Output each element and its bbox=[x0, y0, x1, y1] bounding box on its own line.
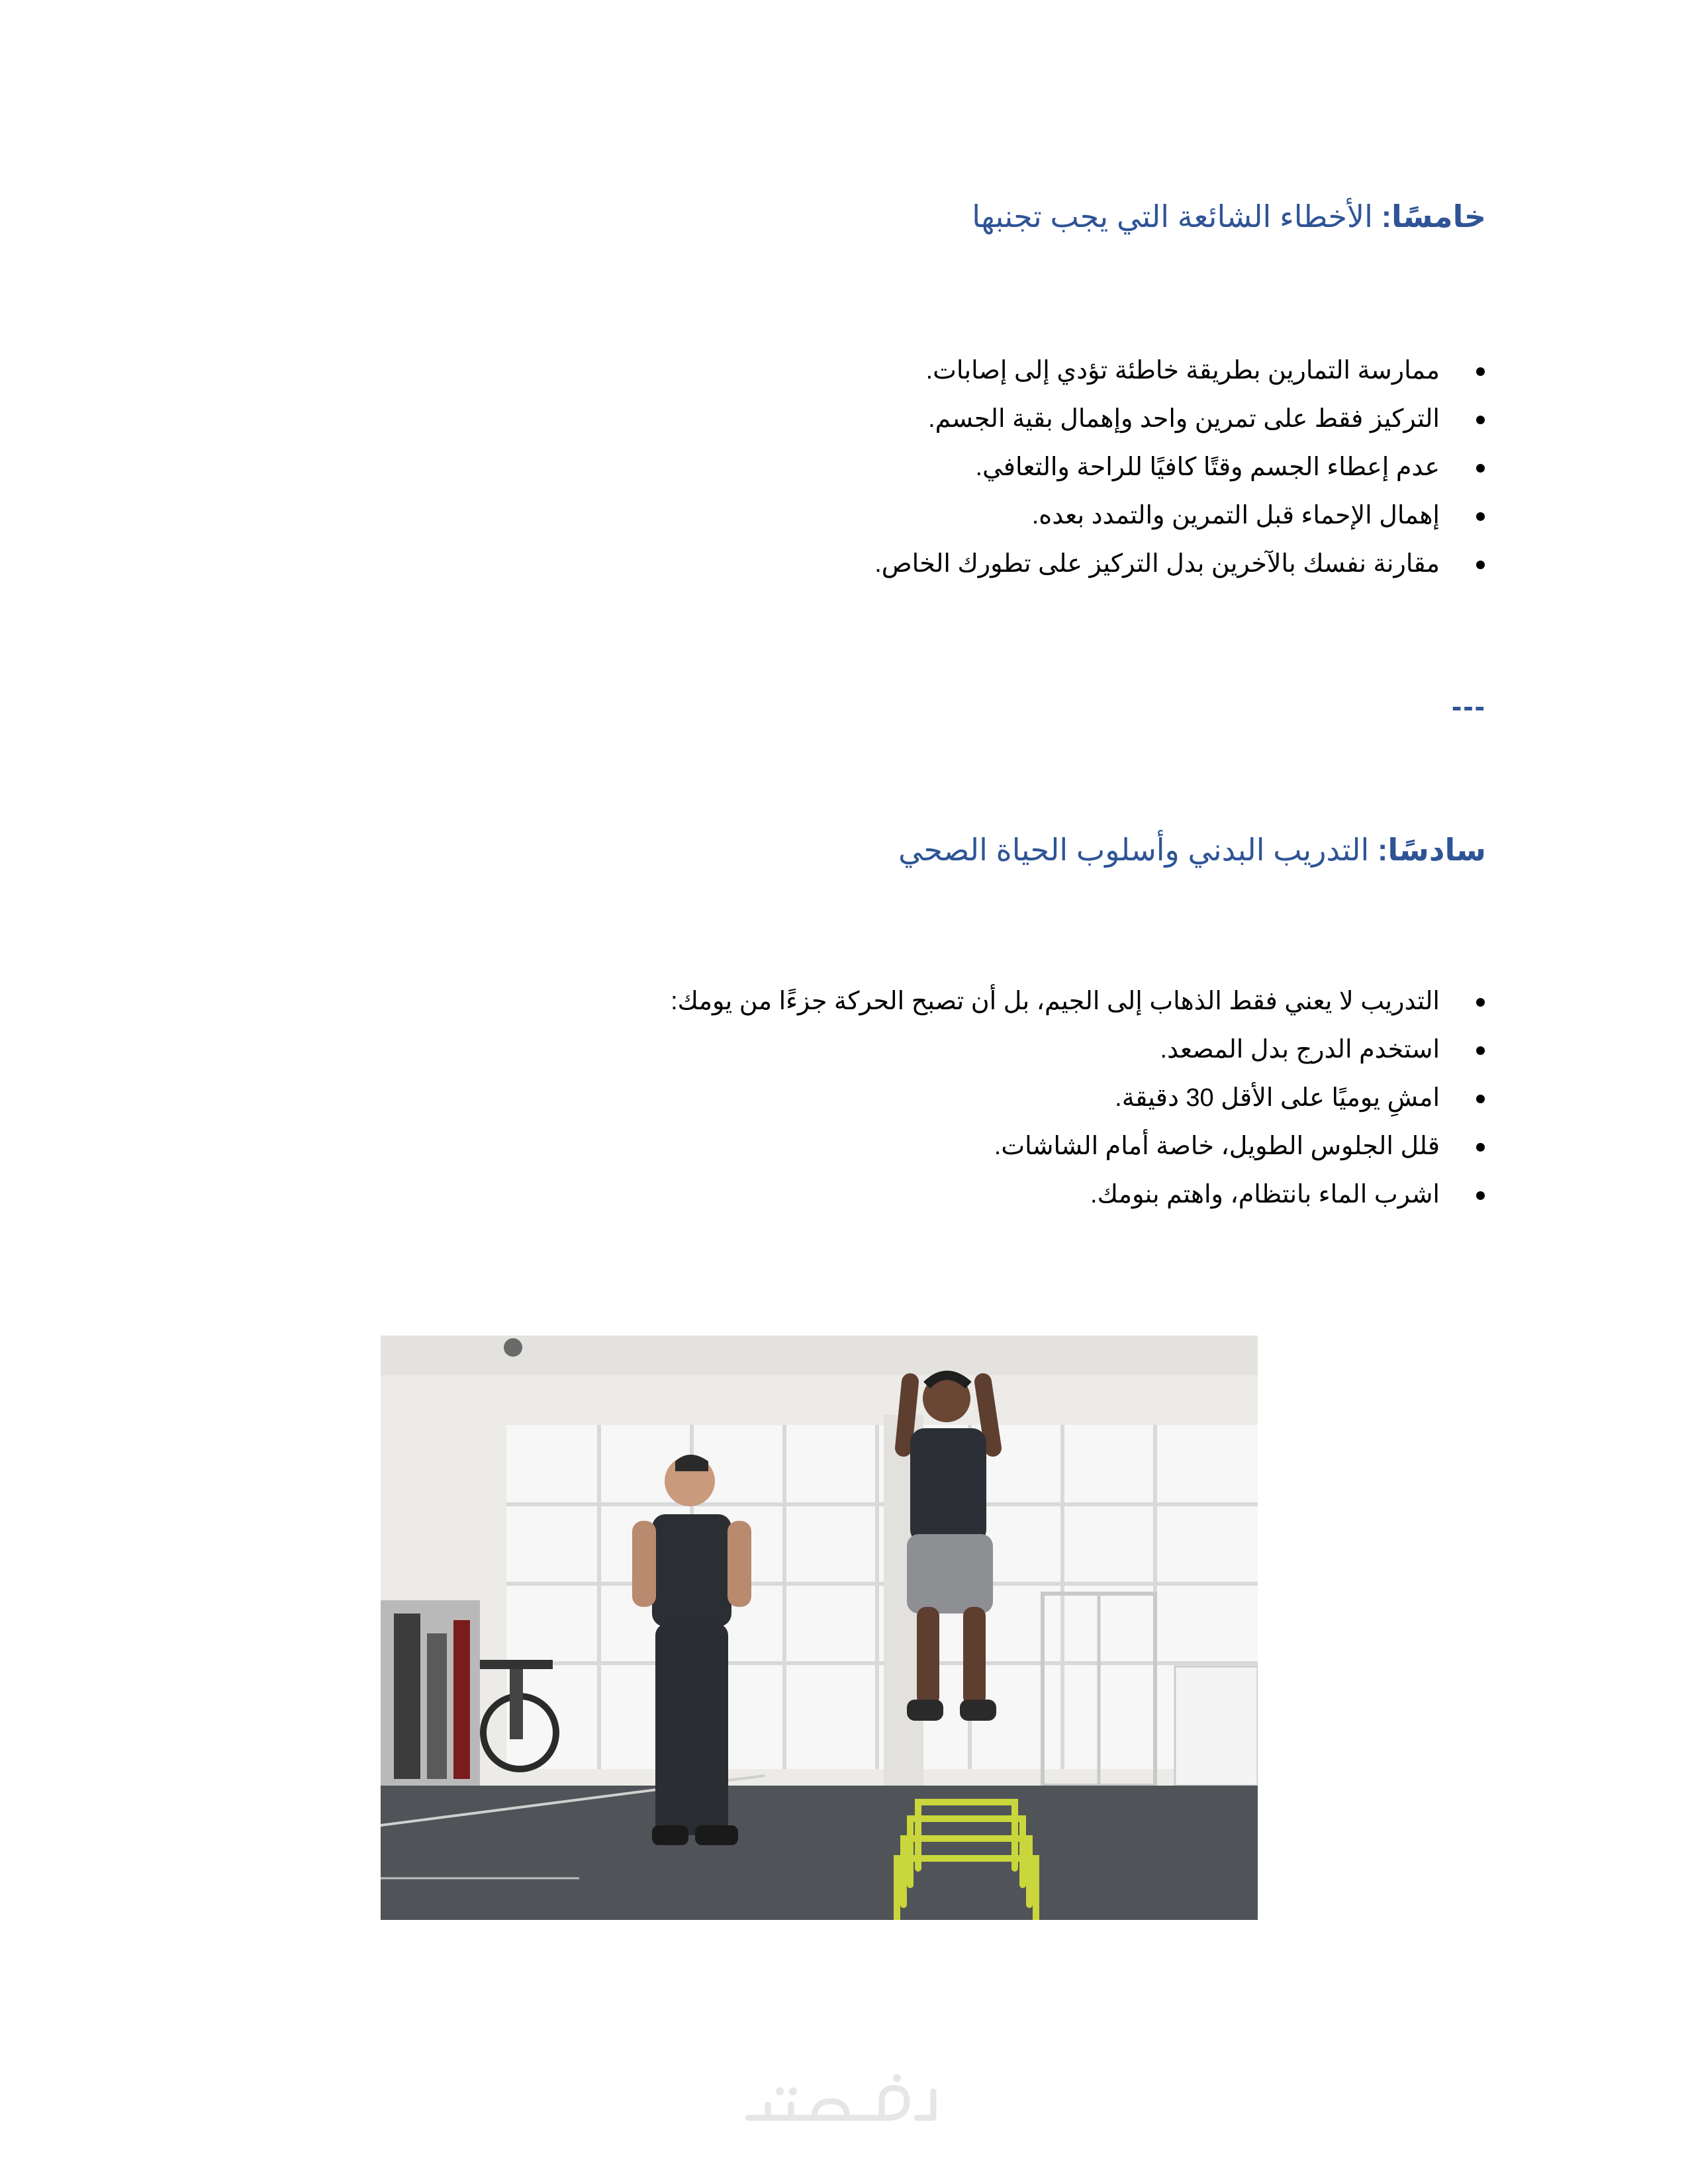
section-5-list bbox=[874, 347, 1440, 588]
list-item bbox=[874, 540, 1440, 588]
khamsat-logo-icon bbox=[741, 2071, 940, 2131]
list-item-text: اشرب الماء بانتظام، واهتم بنومك. bbox=[1090, 1181, 1440, 1208]
list-item bbox=[874, 492, 1440, 540]
list-item-text: ممارسة التمارين بطريقة خاطئة تؤدي إلى إصابات. bbox=[925, 357, 1440, 385]
list-item bbox=[874, 443, 1440, 492]
khamsat-watermark-logo bbox=[741, 2071, 940, 2131]
list-item-text: استخدم الدرج بدل المصعد. bbox=[1160, 1036, 1440, 1064]
bullet-dot-icon bbox=[1476, 512, 1485, 521]
section-separator: --- bbox=[1452, 689, 1486, 723]
section-6-heading-title: التدريب البدني وأسلوب الحياة الصحي bbox=[898, 833, 1370, 867]
list-item bbox=[671, 1026, 1440, 1074]
list-item bbox=[874, 395, 1440, 443]
bullet-dot-icon bbox=[1476, 367, 1485, 376]
list-item bbox=[671, 1171, 1440, 1219]
bullet-dot-icon bbox=[1476, 1095, 1485, 1103]
bullet-dot-icon bbox=[1476, 561, 1485, 569]
list-item-text: قلل الجلوس الطويل، خاصة أمام الشاشات. bbox=[994, 1132, 1440, 1160]
section-5-heading-lead: خامسًا: bbox=[1381, 199, 1486, 234]
section-6-heading bbox=[898, 832, 1486, 868]
bullet-dot-icon bbox=[1476, 464, 1485, 473]
list-item bbox=[671, 1074, 1440, 1122]
section-5-heading bbox=[972, 199, 1486, 235]
bullet-dot-icon bbox=[1476, 1046, 1485, 1055]
bullet-dot-icon bbox=[1476, 1191, 1485, 1200]
list-item-text: عدم إعطاء الجسم وقتًا كافيًا للراحة والتعافي. bbox=[975, 453, 1440, 481]
gym-scene-illustration bbox=[381, 1336, 1258, 1920]
gym-training-photo bbox=[381, 1336, 1258, 1920]
list-item bbox=[874, 347, 1440, 395]
list-item-text: إهمال الإحماء قبل التمرين والتمدد بعده. bbox=[1031, 502, 1440, 529]
list-item-text: امشِ يوميًا على الأقل 30 دقيقة. bbox=[1115, 1084, 1440, 1112]
list-item-text: مقارنة نفسك بالآخرين بدل التركيز على تطورك الخاص. bbox=[874, 550, 1440, 578]
bullet-dot-icon bbox=[1476, 416, 1485, 424]
bullet-dot-icon bbox=[1476, 998, 1485, 1007]
list-item-text: التدريب لا يعني فقط الذهاب إلى الجيم، بل أن تصبح الحركة جزءًا من يومك: bbox=[671, 987, 1440, 1015]
list-item-text: التركيز فقط على تمرين واحد وإهمال بقية الجسم. bbox=[928, 405, 1440, 433]
section-6-list bbox=[671, 978, 1440, 1219]
section-6-heading-lead: سادسًا: bbox=[1378, 833, 1486, 867]
list-item bbox=[671, 1122, 1440, 1171]
list-item bbox=[671, 978, 1440, 1026]
bullet-dot-icon bbox=[1476, 1143, 1485, 1152]
section-5-heading-title: الأخطاء الشائعة التي يجب تجنبها bbox=[972, 199, 1373, 234]
